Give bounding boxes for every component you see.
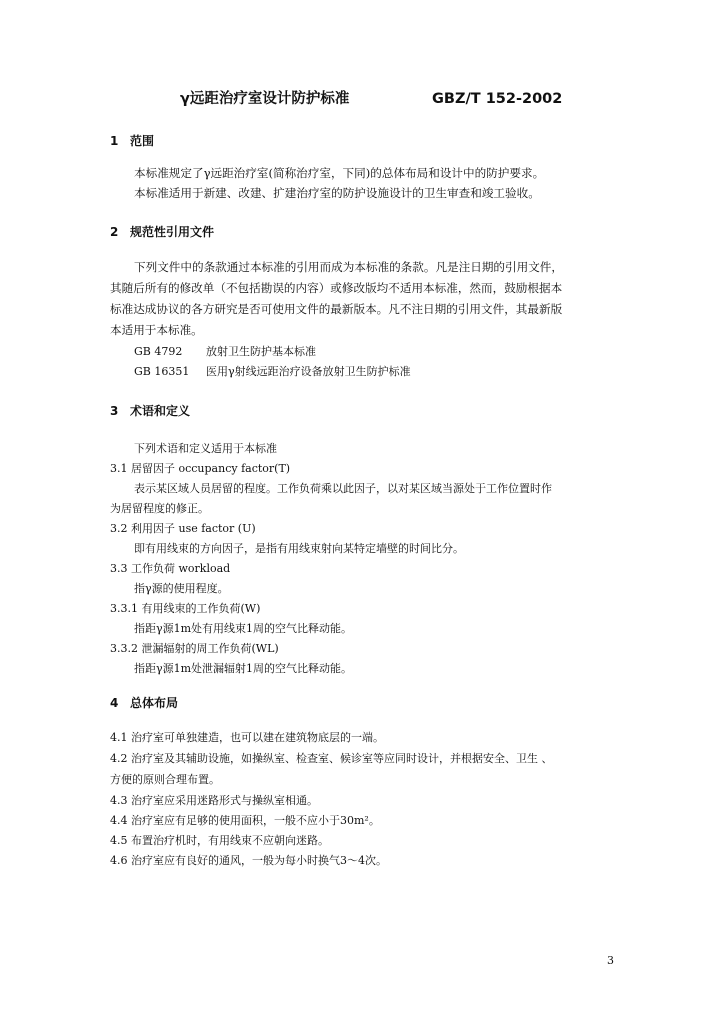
item-4-5: 4.5 布置治疗机时，有用线束不应朝向迷路。: [110, 834, 329, 847]
section-3-intro: 下列术语和定义适用于本标准: [134, 442, 277, 455]
section-2-line-1: 下列文件中的条款通过本标准的引用而成为本标准的条款。凡是注日期的引用文件，: [134, 260, 563, 274]
item-4-1: 4.1 治疗室可单独建造，也可以建在建筑物底层的一端。: [110, 731, 384, 744]
term-3-3-2-definition: 指距γ源1m处泄漏辐射1周的空气比释动能。: [134, 662, 353, 675]
term-3-3: 3.3 工作负荷 workload: [110, 562, 231, 575]
reference-code: GB 16351: [134, 365, 190, 378]
section-3-title: 术语和定义: [130, 404, 191, 418]
term-3-1-definition-line-1: 表示某区域人员居留的程度。工作负荷乘以此因子，以对某区域当源处于工作位置时作: [134, 482, 552, 495]
section-4-title: 总体布局: [130, 696, 179, 710]
section-2-title: 规范性引用文件: [130, 225, 215, 239]
section-4-number: 4: [110, 696, 119, 710]
reference-code: GB 4792: [134, 345, 183, 358]
item-4-2-line-2: 方便的原则合理布置。: [110, 773, 220, 786]
term-3-3-1: 3.3.1 有用线束的工作负荷(W): [110, 602, 261, 615]
section-2-line-4: 本适用于本标准。: [110, 323, 203, 337]
term-3-1: 3.1 居留因子 occupancy factor(T): [110, 462, 291, 475]
term-3-3-2: 3.3.2 泄漏辐射的周工作负荷(WL): [110, 642, 279, 655]
document-code: GBZ/T 152-2002: [432, 91, 563, 107]
term-3-3-definition: 指γ源的使用程度。: [134, 582, 229, 595]
reference-name: 医用γ射线远距治疗设备放射卫生防护标准: [206, 365, 411, 378]
section-3-number: 3: [110, 404, 119, 418]
term-3-3-1-definition: 指距γ源1m处有用线束1周的空气比释动能。: [134, 622, 353, 635]
page-number: 3: [607, 954, 614, 967]
document-title: γ远距治疗室设计防护标准: [180, 91, 350, 107]
section-1-paragraph-1: 本标准规定了γ远距治疗室(简称治疗室，下同)的总体布局和设计中的防护要求。: [134, 166, 545, 180]
item-4-6: 4.6 治疗室应有良好的通风，一般为每小时换气3～4次。: [110, 854, 387, 867]
reference-name: 放射卫生防护基本标准: [206, 345, 316, 358]
term-3-1-definition-line-2: 为居留程度的修正。: [110, 502, 209, 515]
section-2-line-2: 其随后所有的修改单（不包括勘误的内容）或修改版均不适用本标准，然而，鼓励根据本: [110, 281, 563, 295]
section-2-number: 2: [110, 225, 119, 239]
section-1-paragraph-2: 本标准适用于新建、改建、扩建治疗室的防护设施设计的卫生审查和竣工验收。: [134, 186, 540, 200]
section-1-title: 范围: [130, 134, 155, 148]
item-4-4: 4.4 治疗室应有足够的使用面积，一般不应小于30m²。: [110, 814, 380, 827]
item-4-2-line-1: 4.2 治疗室及其辅助设施，如操纵室、检查室、候诊室等应同时设计，并根据安全、卫生 、: [110, 752, 553, 765]
section-1-number: 1: [110, 134, 119, 148]
term-3-2: 3.2 利用因子 use factor (U): [110, 522, 256, 535]
section-2-line-3: 标准达成协议的各方研究是否可使用文件的最新版本。凡不注日期的引用文件，其最新版: [110, 302, 563, 316]
term-3-2-definition: 即有用线束的方向因子，是指有用线束射向某特定墙壁的时间比分。: [134, 542, 464, 555]
item-4-3: 4.3 治疗室应采用迷路形式与操纵室相通。: [110, 794, 318, 807]
